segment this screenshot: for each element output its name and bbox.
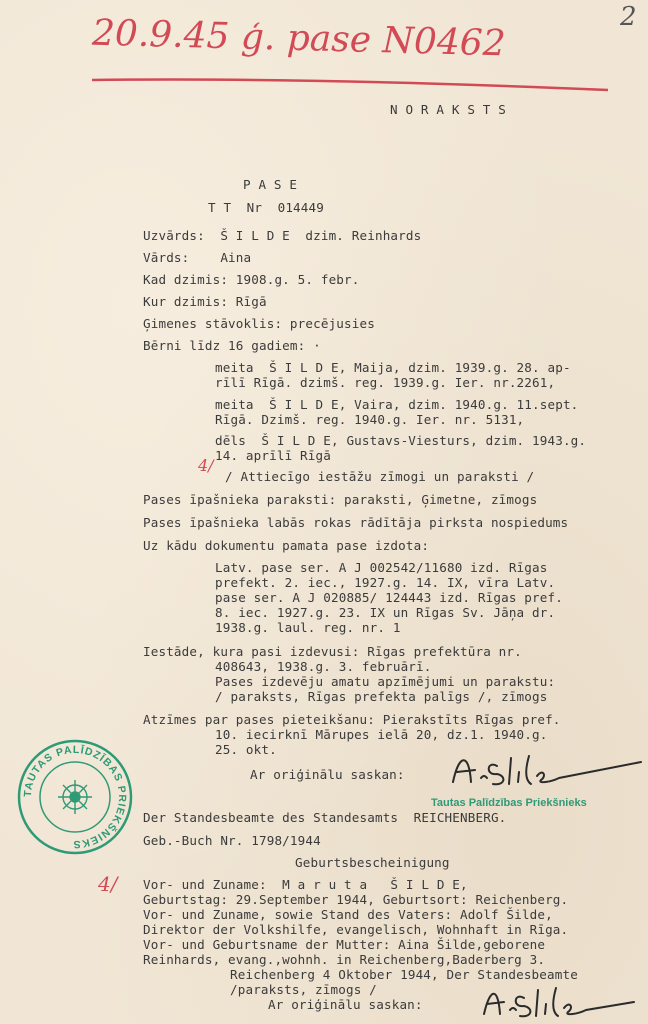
basis-line-3: pase ser. A J 020885/ 124443 izd. Rīgas pref.	[215, 590, 563, 605]
issuing-office: Iestāde, kura pasi izdevusi: Rīgas prefektūra nr.	[143, 644, 522, 659]
issue-basis: Uz kādu dokumentu pamata pase izdota:	[143, 538, 430, 553]
field-children: Bērni līdz 16 gadiem: ·	[143, 338, 321, 353]
registration-line-3: 25. okt.	[215, 742, 277, 757]
child-birth: Geburtstag: 29.September 1944, Geburtsort: Reichenberg.	[143, 892, 569, 907]
father-info: Vor- und Zuname, sowie Stand des Vaters: Adolf Šilde,	[143, 907, 553, 922]
doc-title: P A S E	[243, 177, 298, 192]
field-marital-status: Ģimenes stāvoklis: precējusies	[143, 316, 375, 331]
child-2-line-2: Rīgā. Dzimš. reg. 1940.g. Ier. nr. 5131,	[215, 412, 525, 427]
doc-heading: N O R A K S T S	[390, 102, 506, 117]
mother-info-2: Reinhards, evang.,wohnh. in Reichenberg,Baderberg 3.	[143, 952, 546, 967]
basis-line-5: 1938.g. laul. reg. nr. 1	[215, 620, 401, 635]
certificate-signature-note: /paraksts, zīmogs /	[230, 982, 377, 997]
owner-signatures: Pases īpašnieka paraksti: paraksti, Ģimetne, zīmogs	[143, 492, 538, 507]
registration-line-2: 10. iecirknī Mārupes ielā 20, dz.1. 1940.g.	[215, 727, 548, 742]
field-birth-place: Kur dzimis: Rīgā	[143, 294, 267, 309]
official-stamp	[16, 738, 134, 856]
issuer-title: Pases izdevēju amatu apzīmējumi un parakstu:	[215, 674, 556, 689]
stamp-caption: Tautas Palīdzības Priekšnieks	[431, 797, 587, 809]
registration-notes: Atzīmes par pases pieteikšanu: Pierakstīts Rīgas pref.	[143, 712, 561, 727]
basis-line-2: prefekt. 2. iec., 1927.g. 14. IX, vīra Latv.	[215, 575, 556, 590]
stamp-emblem-icon	[58, 780, 92, 814]
owner-fingerprint: Pases īpašnieka labās rokas rādītāja pirksta nospiedums	[143, 515, 569, 530]
issuing-office-line-2: 408643, 1938.g. 3. februārī.	[215, 659, 432, 674]
handwritten-header-note: 20.9.45 ģ. pase N0462	[91, 12, 507, 65]
certified-copy-1: Ar oriģinālu saskan:	[250, 767, 405, 782]
registrar-office: Der Standesbeamte des Standesamts REICHENBERG.	[143, 810, 507, 825]
field-birth-date: Kad dzimis: 1908.g. 5. febr.	[143, 272, 360, 287]
child-1-line-2: rīlī Rīgā. dzimš. reg. 1939.g. Ier. nr.2261,	[215, 375, 556, 390]
birth-certificate-title: Geburtsbescheinigung	[295, 855, 450, 870]
doc-number: T T Nr 014449	[208, 200, 324, 215]
red-underline	[0, 0, 648, 120]
basis-line-4: 8. iec. 1927.g. 23. IX un Rīgas Sv. Jāņa dr.	[215, 605, 556, 620]
father-info-2: Direktor der Volkshilfe, evangelisch, Wohnhaft in Rīga.	[143, 922, 569, 937]
field-name: Vārds: Aina	[143, 250, 252, 265]
child-2-line-1: meita Š I L D E, Vaira, dzim. 1940.g. 11.sept.	[215, 397, 579, 412]
handwritten-page-number: 2	[620, 2, 637, 32]
issuer-signature-note: / paraksts, Rīgas prefekta palīgs /, zīmogs	[215, 689, 548, 704]
child-1-line-1: meita Š I L D E, Maija, dzim. 1939.g. 28. ap-	[215, 360, 571, 375]
margin-mark-1: 4/	[198, 456, 214, 475]
certificate-date: Reichenberg 4 Oktober 1944, Der Standesbeamte	[230, 967, 578, 982]
signature-1	[445, 748, 645, 792]
signature-2	[478, 982, 638, 1022]
child-name: Vor- und Zuname: M a r u t a Š I L D E,	[143, 877, 468, 892]
certified-copy-2: Ar oriģinālu saskan:	[268, 997, 423, 1012]
mother-info: Vor- und Geburtsname der Mutter: Aina Šilde,geborene	[143, 937, 546, 952]
child-3-line-1: dēls Š I L D E, Gustavs-Viesturs, dzim. 1943.g.	[215, 433, 587, 448]
margin-mark-2: 4/	[98, 872, 118, 896]
child-3-line-2: 14. aprīlī Rīgā	[215, 448, 331, 463]
stamps-note: / Attiecīgo iestāžu zīmogi un paraksti /	[225, 469, 535, 484]
stamp-ring-text: TAUTAS PALĪDZĪBAS PRIEKŠNIEKS	[21, 743, 129, 851]
field-surname: Uzvārds: Š I L D E dzim. Reinhards	[143, 228, 422, 243]
basis-line-1: Latv. pase ser. A J 002542/11680 izd. Rīgas	[215, 560, 548, 575]
birth-book-number: Geb.-Buch Nr. 1798/1944	[143, 833, 321, 848]
